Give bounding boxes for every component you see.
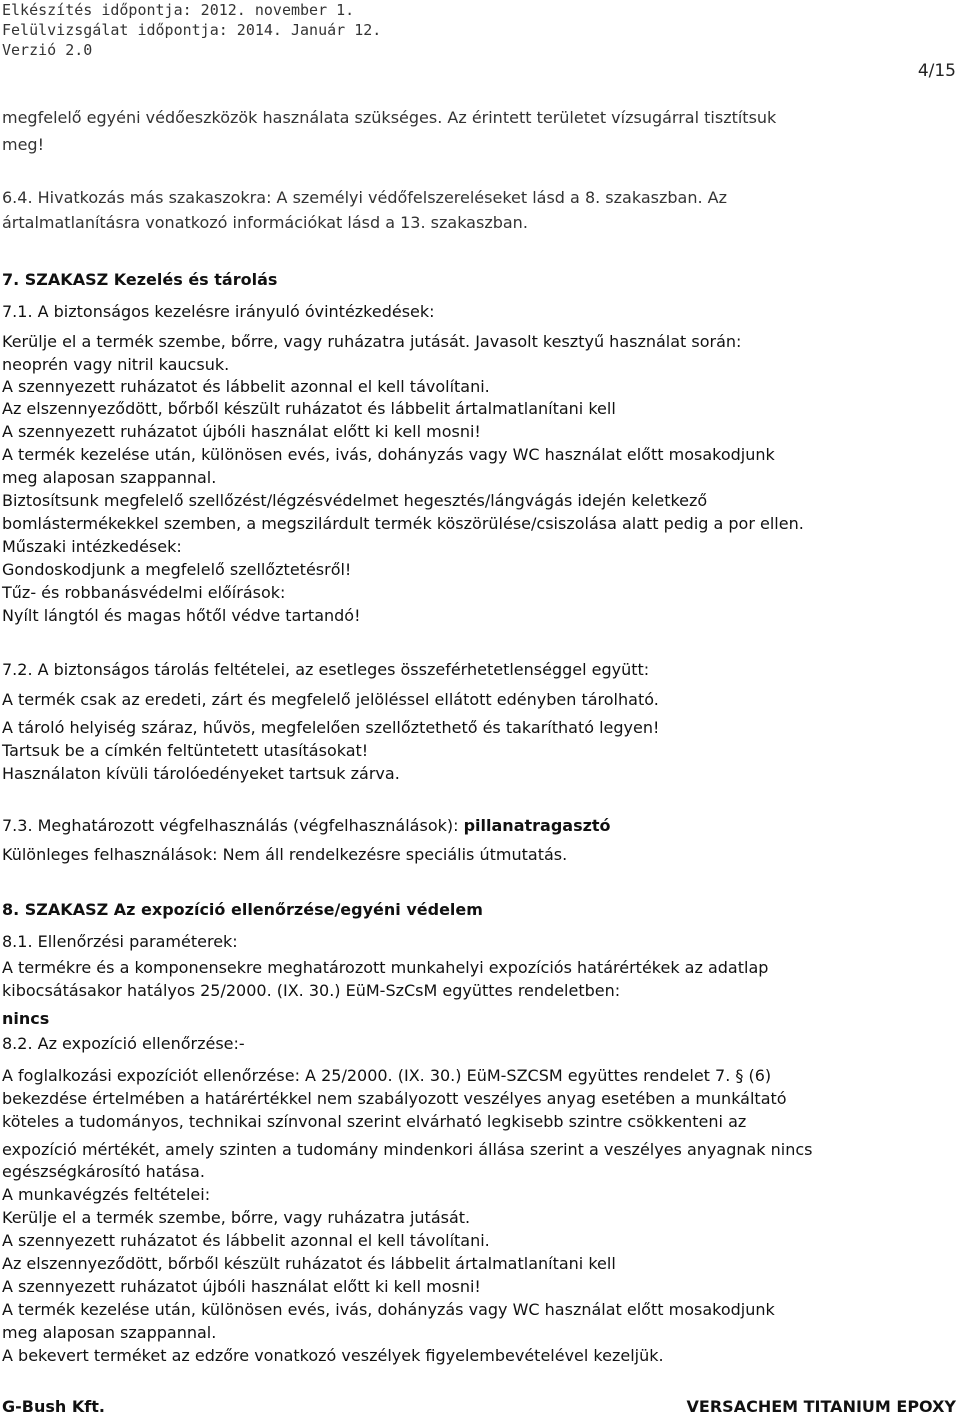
text-line [2,1112,746,1132]
line-text: A szennyezett ruházatot és lábbelit azonnal el kell távolítani. [2,1231,490,1250]
text-line [2,355,229,375]
line-text: 6.4. Hivatkozás más szakaszokra: A személyi védőfelszereléseket lásd a 8. szakaszban. Az [2,188,727,207]
text-line [2,135,44,155]
line-text: A szennyezett ruházatot újbóli használat előtt ki kell mosni! [2,1277,481,1296]
text-line [2,718,659,738]
line-text: A munkavégzés feltételei: [2,1185,211,1204]
document-header [2,0,381,60]
text-line [2,188,727,208]
text-line [2,764,400,784]
text-line [2,491,707,511]
text-line [2,302,435,322]
line-text: 7.1. A biztonságos kezelésre irányuló óvintézkedések: [2,302,435,321]
text-line [2,422,481,442]
text-line [2,332,741,352]
text-line [2,1254,616,1274]
text-line [2,816,611,836]
line-text: Biztosítsunk megfelelő szellőzést/légzésvédelmet hegesztés/lángvágás idején keletkező [2,491,708,510]
text-line [2,108,776,128]
line-text: neoprén vagy nitril kaucsuk. [2,355,230,374]
line-text: Az elszennyeződött, bőrből készült ruházatot és lábbelit ártalmatlanítani kell [2,1254,616,1273]
text-line [2,1300,775,1320]
line-text: 8.1. Ellenőrzési paraméterek: [2,932,238,951]
text-line [2,1140,813,1160]
line-text: 7. SZAKASZ Kezelés és tárolás [2,270,278,289]
text-line [2,1009,49,1029]
text-line [2,1185,210,1205]
text-line [2,560,351,580]
text-line [2,213,528,233]
text-line [2,741,368,761]
line-text: Nyílt lángtól és magas hőtől védve tartandó! [2,606,361,625]
line-text: Tartsuk be a címkén feltüntetett utasításokat! [2,741,369,760]
page-number: 4/15 [917,61,956,81]
line-text: Az elszennyeződött, bőrből készült ruházatot és lábbelit ártalmatlanítani kell [2,399,616,418]
line-text: A tároló helyiség száraz, hűvös, megfelelően szellőztethető és takarítható legyen! [2,718,660,737]
line-text: ártalmatlanításra vonatkozó információkat lásd a 13. szakaszban. [2,213,528,232]
line-text: A termék kezelése után, különösen evés, ivás, dohányzás vagy WC használat előtt mosakodjunk [2,445,775,464]
line-text: meg! [2,135,44,154]
line-text: 7.3. Meghatározott végfelhasználás (végfelhasználások): [2,816,464,835]
text-line [2,399,616,419]
text-line [2,1346,664,1366]
line-text: A szennyezett ruházatot és lábbelit azonnal el kell távolítani. [2,377,490,396]
text-line [2,445,775,465]
line-text: A szennyezett ruházatot újbóli használat előtt ki kell mosni! [2,422,481,441]
text-line [2,845,567,865]
text-line [2,1034,245,1054]
text-line [2,468,216,488]
text-line [2,1208,470,1228]
line-text: A termék kezelése után, különösen evés, ivás, dohányzás vagy WC használat előtt mosakodjunk [2,1300,775,1319]
text-line [2,932,238,952]
line-text: megfelelő egyéni védőeszközök használata szükséges. Az érintett területet vízsugárral tisztítsuk [2,108,777,127]
creation-date: Elkészítés időpontja: 2012. november 1. [2,1,355,19]
footer-product: VERSACHEM TITANIUM EPOXY [686,1397,956,1416]
text-line [2,1277,481,1297]
line-text: Műszaki intézkedések: [2,537,182,556]
line-text: meg alaposan szappannal. [2,1323,217,1342]
text-line [2,537,182,557]
line-text: köteles a tudományos, technikai színvonal szerint elvárható legkisebb szintre csökkenteni az [2,1112,747,1131]
line-text: Használaton kívüli tárolóedényeket tartsuk zárva. [2,764,400,783]
text-line [2,690,659,710]
line-text: nincs [2,1009,50,1028]
footer-company: G-Bush Kft. [2,1397,105,1416]
line-text: Gondoskodjunk a megfelelő szellőztetésről! [2,560,352,579]
text-line [2,1231,490,1251]
text-line [2,958,768,978]
line-text: expozíció mértékét, amely szinten a tudomány mindenkori állása szerint a veszélyes anyagnak nincs [2,1140,813,1159]
text-line [2,1089,787,1109]
line-text: meg alaposan szappannal. [2,468,217,487]
line-text: Kerülje el a termék szembe, bőrre, vagy ruházatra jutását. Javasolt kesztyű használat során: [2,332,742,351]
line-text: A bekevert terméket az edzőre vonatkozó veszélyek figyelembevételével kezeljük. [2,1346,664,1365]
line-text: bekezdése értelmében a határértékkel nem szabályozott veszélyes anyag esetében a munkáltató [2,1089,787,1108]
line-text: A foglalkozási expozíciót ellenőrzése: A 25/2000. (IX. 30.) EüM-SZCSM együttes rendelet 7. § (6) [2,1066,772,1085]
text-line [2,606,361,626]
line-text: kibocsátásakor hatályos 25/2000. (IX. 30.) EüM-SzCsM együttes rendeletben: [2,981,621,1000]
text-line [2,1066,771,1086]
text-line [2,270,277,290]
text-line [2,1323,216,1343]
line-text: A termékre és a komponensekre meghatározott munkahelyi expozíciós határértékek az adatlap [2,958,769,977]
text-line [2,514,804,534]
text-line [2,900,483,920]
line-text: Különleges felhasználások: Nem áll rendelkezésre speciális útmutatás. [2,845,568,864]
text-line [2,377,490,397]
line-text: bomlástermékekkel szemben, a megszilárdult termék köszörülése/csiszolása alatt pedig a por ellen. [2,514,804,533]
line-text: Tűz- és robbanásvédelmi előírások: [2,583,286,602]
line-text: Kerülje el a termék szembe, bőrre, vagy ruházatra jutását. [2,1208,471,1227]
text-line [2,1162,205,1182]
text-line [2,583,285,603]
text-line [2,660,649,680]
revision-date: Felülvizsgálat időpontja: 2014. Január 12. [2,21,382,39]
line-text: 7.2. A biztonságos tárolás feltételei, az esetleges összeférhetetlenséggel együtt: [2,660,650,679]
version: Verzió 2.0 [2,41,93,59]
line-text: egészségkárosító hatása. [2,1162,205,1181]
line-text: A termék csak az eredeti, zárt és megfelelő jelöléssel ellátott edényben tárolható. [2,690,659,709]
line-text: 8.2. Az expozíció ellenőrzése:- [2,1034,245,1053]
text-line [2,981,620,1001]
line-bold-text: pillanatragasztó [463,816,611,835]
line-text: 8. SZAKASZ Az expozíció ellenőrzése/egyéni védelem [2,900,483,919]
